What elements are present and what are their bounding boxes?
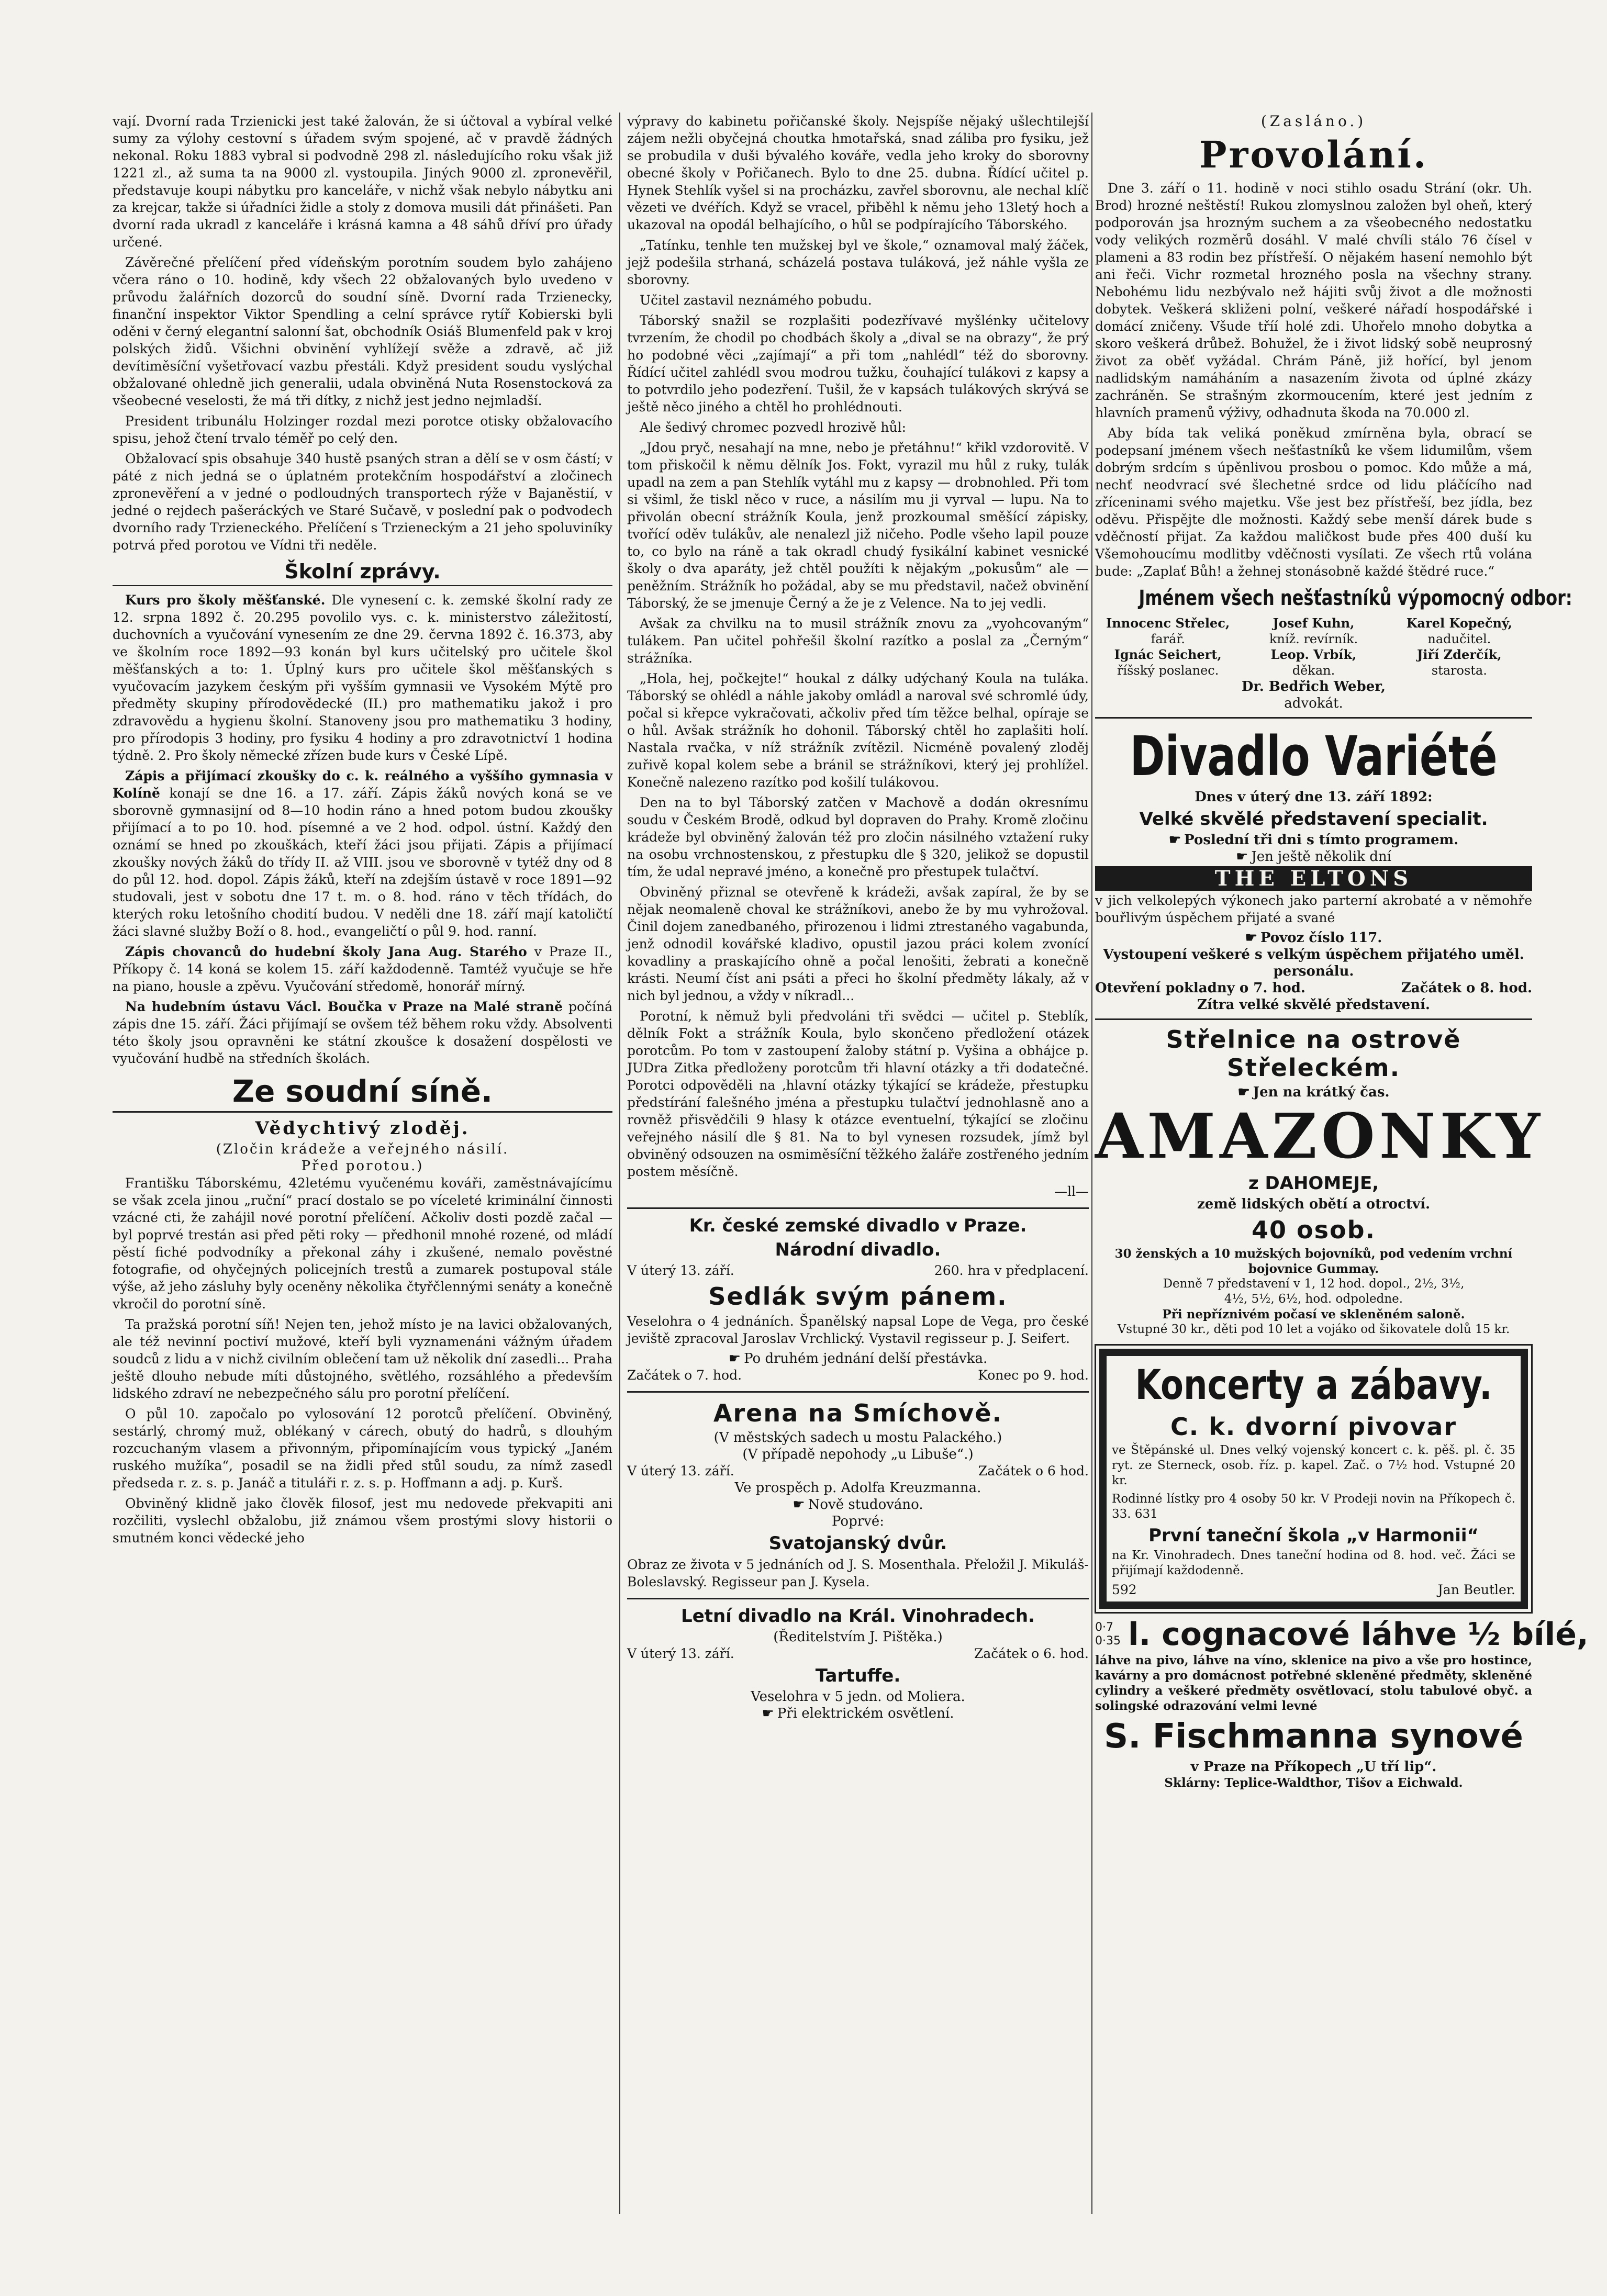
signer [1095,647,1241,678]
variete-last-days [1095,832,1532,848]
appeal-paragraph: Dne 3. září o 11. hodině v noci stihlo osadu Strání (okr. Uh. Brod) hrozné neštěstí! Rukou zlomyslnou založen byl oheň, který podporován jsa hrozným suchem a za všeobecného nedostatku vody velikých rozměrů dosáhl. V malé chvíli stálo 76 čísel v plameni a 83 rodin bez přístřeší. O nějakém hasení nemohlo být ani řeči. Vichr rozmetal hrozného posla na všechny strany. Nebohému lidu nezbývalo než hájiti svůj život a dle možnosti dobytek. Veškerá skliženi polní, veškeré nářadí hospodářské i domácí zničeny. Všude tříí holé zdi. Uhořelo mnoho dobytka a skoro veškerá drůbež. Bohužel, že i život lidský sobě neuprosný život za oběť vyžádal. Chrám Páně, již hořící, byl jenom nadlidským namáháním a nasazením života od úplné zkázy zachráněn. Se strašným zkormoucením, které jest jedním z hlavních pramenů výživy, odhadnuta škoda na 70.000 zl. [1095,181,1532,420]
theatre-location: (V městských sadech u mostu Palackého.) [713,1430,1002,1446]
variete-date: Dnes v úterý dne 13. září 1892: [1195,789,1433,805]
amazonky-description: 30 ženských a 10 mužských bojovníků, pod vedením vrchní bojovnice Gummay. [1114,1247,1513,1276]
ad-number: 631 [1134,1507,1158,1521]
cognac-sizes [1095,1621,1121,1648]
variete-few-days [1095,848,1532,865]
signer-name: Ignác Seichert, [1114,647,1222,662]
benefit-line: Ve prospěch p. Adolfa Kreuzmanna. [734,1480,981,1496]
news-item [113,943,612,995]
article-subtitle: Před porotou.) [301,1158,424,1174]
strelnice-short [1095,1084,1532,1101]
dance-school-footer [1112,1582,1515,1598]
brewery-name: C. k. dvorní pivovar [1170,1413,1457,1441]
signer [1241,615,1386,647]
signer-name: Innocenc Střelec, [1106,615,1230,631]
theatre-start: Začátek o 6 hod. [978,1463,1089,1479]
pointing-hand-icon: ☛ [1168,832,1181,848]
lawyer-role: advokát. [1284,696,1343,711]
variete-headline: Velké skvělé představení specialit. [1139,809,1488,830]
column-3 [1095,113,1589,2216]
signers-row [1095,647,1532,678]
article-paragraph: Obviněný klidně jako člověk filosof, jest mu nedovede překvapiti ani rozčiliti, vyslechl obžalobu, již známou všem prostými slovy historii o smutném konci vědecké jeho [113,1496,612,1545]
play-start: Začátek o 7. hod. [627,1368,742,1383]
cognac-title: l. cognacové láhve ½ bílé, [1128,1616,1589,1653]
dance-school-description: na Kr. Vinohradech. Dnes taneční hodina od 8. hod. več. Žáci se přijímají každodenně. [1112,1549,1515,1577]
play-end: Konec po 9. hod. [978,1368,1089,1383]
lawyer-name: Dr. Bedřich Weber, [1241,679,1386,695]
play-title: Svatojanský dvůr. [768,1533,947,1554]
theatre-listing [627,1598,1089,1722]
dance-school-signature: Jan Beutler. [1437,1582,1515,1597]
column-rule [1091,113,1092,2214]
sent-label: (Zasláno.) [1260,113,1367,130]
amazonky-count: 40 osob. [1251,1216,1376,1244]
cognac-description: láhve na pivo, láhve na víno, sklenice na pivo a vše pro hostince, kavárny a pro domácnost potřebné skleněné předměty, skleněné cylindry a veškeré předměty osvětlovací, stolu tabulové obyč. a solingské odrazování velmi levné [1095,1653,1532,1713]
article-paragraph: O půl 10. započalo po vylosování 12 porotců přelíčení. Obviněný, sestárlý, chromý muž, oblékaný v cárech, obutý do hadrů, s dlouhým rozcuchaným vlasem a přivonným, připomínajícím vous typický „Janém ruského mužíka“, posadil se na židli před stůl soudu, za nímž zasedl předseda r. z. s. p. Janáč a tituláři r. z. s. p. Hoffmann a adj. p. Kurš. [113,1406,612,1491]
firm-address: v Praze na Příkopech „U tří lip“. [1190,1759,1437,1775]
article-paragraph: Ta pražská porotní síň! Nejen ten, jehož místo je na lavici obžalovaných, ale též nevinní poctiví mužové, kteří byli vyznamenáni vážným úřadem soudců z lidu a v nichž civilním oblečení tam už několik dní zasedli... Praha ještě dlouho nebude míti důstojného, světlého, rozsáhlého a především lidského zdraví ne nebezpečného sálu pro porotní přelíčení. [113,1317,612,1401]
appeal-title: Provolání. [1199,133,1429,176]
play-description: Veselohra o 4 jednáních. Španělský napsal Lope de Vega, pro české jeviště zpracoval Jaroslav Vrchlický. Vystavil regisseur p. J. Seifert. [627,1314,1089,1346]
signer-name: Leop. Vrbík, [1270,647,1357,662]
theatre-location: (V případě nepohody „u Libuše“.) [742,1447,974,1462]
pointing-hand-icon: ☛ [793,1497,805,1513]
cognac-size: 0·7 [1095,1621,1113,1634]
play-note [627,1705,1089,1722]
theatre-date-row [627,1262,1089,1279]
article-paragraph: „Hola, hej, počkejte!“ houkal z dálky udýchaný Koula na tuláka. Táborský se ohlédl a náhle jakoby omládl a naroval své schromlé údy, počal si křepce vykračovati, ačkoliv před tím těžce belhal, opíraje se o hůl. Avšak strážník ho dohonil. Táborský chtěl ho zaplašiti holí. Nastala rvačka, v níž strážník zvítězil. Nicméně povalený zloděj zuřivě kopal kolem sebe a bránil se strážníkovi, který jej prohlížel. Konečně nalezeno razítko pod košilí tulákovou. [627,671,1089,790]
theatre-start: Začátek o 6. hod. [974,1646,1089,1661]
signers-row [1095,615,1532,647]
author-signature: —ll— [1054,1184,1089,1199]
theatre-perf: 260. hra v předplacení. [934,1263,1089,1278]
play-times [627,1367,1089,1384]
signer-role: farář. [1151,632,1185,646]
ad-number: 592 [1112,1582,1137,1597]
signer-role: děkan. [1292,663,1335,678]
cognac-size: 0·35 [1095,1634,1121,1648]
signer-name: Josef Kuhn, [1273,615,1355,631]
news-item-text: Dle vynesení c. k. zemské školní rady ze 12. srpna 1892 č. 20.295 povolilo vys. c. k. ministerstvo záležitostí, duchovních a vyučování vynesením ze dne 29. června 1892 č. 16.373, aby ve školním roce 1892—93 konán byl kurs učitelský pro učitele škol měšťanských a to: 1. Úplný kurs pro učitele škol měšťanských s vyučovacím jazykem českým při vyšším gymnasii ve Vysokém Mýtě pro předměty skupiny přírodovědecké (II.) pro mathematiku jakož i pro zdravovědu a hygienu školní. Stanoveny jsou pro mathematiku 3 hodiny, pro přírodopis 3 hodiny, pro fysiku 4 hodiny a pro zdravotnictví 1 hodina týdně. 2. Pro školy německé zřízen bude kurs v České Lípě. [113,592,612,763]
variete-description-2: Vystoupení veškeré s velkým úspěchem přijatého uměl. personálu. [1103,947,1524,979]
signer [1241,647,1386,678]
theatre-heading: Letní divadlo na Král. Vinohradech. [681,1606,1035,1627]
article-paragraph: Porotní, k němuž byli předvoláni tři svědci — učitel p. Steblík, dělník Fokt a strážník Koula, bylo skončeno předložení otázek porotcům. Po tom v zastoupení žaloby státní p. Vyšina a obhájce p. JUDra Zitka předloženy porotcům tři hlavní otázky a tři dodatečné. Porotci odpověděli na ‚hlavní otázky týkající se krádeže, přestupku předstírání falešného jména a přestupku tulačtví jednohlasně ano a rovněž přisvědčili 9 hlasy k otázce eventuelní, týkající se zločinu veřejného násilí dle § 81. Na to byl vynesen rozsudek, jímž byl obviněný odsouzen na osmiměsíční těžkého žaláře zostřeného jedním postem měsíčně. [627,1009,1089,1179]
variete-description: v jich velkolepých výkonech jako parterní akrobaté a v němohře bouřlivým úspěchem přijaté a svané [1095,893,1532,925]
committee-heading: Jménem všech nešťastníků výpomocný odbor: [1139,586,1572,610]
news-item-lead: Zápis a přijímací zkoušky do c. k. reálného a vyššího gymnasia v Kolíně [113,768,612,801]
signer [1387,647,1532,678]
theatre-subheading: Národní divadlo. [775,1239,941,1260]
news-item-lead: Kurs pro školy měšťanské. [125,592,326,608]
play-title: Tartuffe. [815,1665,901,1686]
divider [1095,717,1532,719]
signer [1387,615,1532,647]
article-paragraph: Obviněný přiznal se otevřeně k krádeži, avšak zapíral, že by se nějak neomaleně choval ke strážníkovi, anebo že by mu vyhrožoval. Činil dojem zanedbaného, přirozenou i lidmi ztrestaného vagabunda, jenž odnodil kovářské kladivo, opustil jazou práci kolem zvonící kovadliny a praskajícího ohně a počal lenošiti, žebrati a konečně krásti. Neumí číst ani psáti a přeci ho školní předměty lákaly, až v nich byl jednou, a vždy v níkradl... [627,884,1089,1003]
article-paragraph: Závěrečné přelíčení před vídeňským porotním soudem bylo zahájeno včera ráno o 10. hodině, kdy všech 22 obžalovaných bylo uvedeno v průvodu žalářních dozorců do soudní síně. Dvorní rada Trzienecky, finanční inspektor Viktor Spendling a celní správce rytíř Kobierski byli oděni v černý elegantní salonní šat, obchodník Osiáš Blumenfeld pak v kroj polských židů. Všichni obvinění vyhlížejí svěže a zdravě, ač již devítiměsíční vyšetřovací vazbu přestáli. Když president soudu vyslýchal obžalované ohledně jich generalii, udala obviněná Nuta Rosenstocková za všeobecné veselosti, že má tři dítky, z nichž jest jedno nejmladší. [113,255,612,408]
news-item [113,767,612,940]
theatre-listing [627,1391,1089,1591]
variete-last-days-text: Poslední tři dni s tímto programem. [1184,832,1459,848]
brewery-description-text: Rodinné lístky pro 4 osoby 50 kr. V Prodeji novin na Příkopech č. 33. [1112,1492,1515,1521]
column-rule [619,113,620,2214]
amazonky-entry: Vstupné 30 kr., děti pod 10 let a vojáko od šikovatele dolů 15 kr. [1117,1323,1510,1336]
theatre-date-row [627,1645,1089,1662]
variete-povoz-text: Povoz číslo 117. [1260,930,1382,946]
signer-role: nadučitel. [1427,632,1491,646]
article-paragraph: „Tatínku, tenhle ten mužskej byl ve škole,“ oznamoval malý žáček, jejž podešila strhaná, scházelá postava tuláková, jež náhle vyšla ze sborovny. [627,238,1089,287]
play-note-text: Při elektrickém osvětlení. [777,1706,954,1721]
play-description: Veselohra v 5 jedn. od Moliera. [751,1689,965,1705]
pointing-hand-icon: ☛ [1237,1084,1250,1100]
article-paragraph: výpravy do kabinetu pořičanské školy. Nejspíše nějaký ušlechtilejší zájem nežli obyčejná choutka hmotařská, snad záliba pro fysiku, jež se probudila v duši bývalého kováře, vedla jeho kroky do sborovny obecné školy v Pořičanech. Bylo to dne 25. dubna. Řídící učitel p. Hynek Stehlík vyšel si na procházku, zavřel sborovnu, ale nechal klíč vězeti ve dvéřích. Když se vracel, přiběhl k němu jeho 13letý hoch a ukazoval na opodál belhajícího, o hůl se podpírajícího Táborského. [627,114,1089,232]
theatre-heading: Arena na Smíchově. [713,1399,1003,1427]
amazonky-bad-weather: Při nepříznivém počasí ve skleněném saloně. [1162,1307,1465,1321]
article-paragraph: Obžalovací spis obsahuje 340 hustě psaných stran a dělí se v osm částí; v páté z nich jedná se o úplatném protekčním hospodářství a zločinech zpronevěření a v jedné o podloudných transportech rýže v Bajaněstií, v jedné o rejdech pašeráckých ve Staré Sučavě, v poslední pak o podvodech dvorního rady Trzieneckého. Přelíčení s Trzieneckým a 21 jeho spoluviníky potrvá před porotou ve Vídni tři neděle. [113,451,612,553]
brewery-description-2 [1112,1492,1515,1522]
koncerty-box [1099,1349,1528,1609]
signer-name: Karel Kopečný, [1406,615,1512,631]
play-description: Obraz ze života v 5 jednáních od J. S. Mosenthala. Přeložil J. Mikuláš-Boleslavský. Regisseur pan J. Kysela. [627,1557,1089,1589]
theatre-date: V úterý 13. září. [627,1646,734,1661]
article-paragraph: Učitel zastavil neznámého pobudu. [640,293,872,308]
play-note [627,1350,1089,1367]
pointing-hand-icon: ☛ [1245,930,1257,946]
signer-name: Jiří Zderčík, [1417,647,1502,662]
news-item [113,998,612,1067]
pointing-hand-icon: ☛ [1236,849,1248,865]
signer-role: říšský poslanec. [1117,663,1219,678]
article-subtitle: (Zločin krádeže a veřejného násilí. [216,1141,509,1157]
column-1 [113,113,612,2216]
firm-name: S. Fischmanna synové [1104,1717,1523,1756]
theatre-date-row [627,1463,1089,1480]
koncerty-title: Koncerty a zábavy. [1135,1362,1492,1409]
article-paragraph: Táborský snažil se rozplašiti podezřívavé myšlénky učitelovy tvrzením, že chodil po chodbách školy a „dival se na obrazy“, že prý ho podobné věci „zajímají“ a při tom „nahlédl“ též do sborovny. Řídící učitel zahlédl svou modrou tužku, čouhající tulákovi z kapsy a to potvrdilo jeho podezření. Tušil, že v kapsách tulákových skrývá se ještě něco jiného a chtěl ho prohlédnouti. [627,313,1089,415]
article-paragraph: „Jdou pryč, nesahají na mne, nebo je přetáhnu!“ křikl vzdorovitě. V tom přiskočil k němu dělník Jos. Fokt, vyrazil mu hůl z ruky, tulák upadl na zem a pan Stehlík vytáhl mu z kapsy — drobnohled. Při tom si všiml, že tiskl něco v ruce, a násilím mu ji vyrval — lupu. Na to přivolán obecní strážník Koula, jenž prozkoumal směšící zápisky, tvořící oděv tulákův, ale nenalezl již ničeho. Podle všeho lapil pouze to, co bylo na ráně a tak okradl chudý fysikální kabinet vesnické školy o dva aparáty, jež chtěl použíti k nějakým „pokusům“ ale — peněžním. Strážník ho požádal, aby se mu představil, načež obvinění Táborský, že se jmenuje Černý a že je z Velence. Na to jej vedli. [627,440,1089,611]
play-note [627,1496,1089,1513]
news-item-lead: Na hudebním ústavu Václ. Boučka v Praze na Malé straně [125,999,563,1014]
article-paragraph: Ale šedivý chromec pozvedl hrozivě hůl: [640,420,907,435]
article-paragraph: Den na to byl Táborský zatčen v Machově a dodán okresnímu soudu v Českém Brodě, odkud byl dopraven do Prahy. Kromě zločinu krádeže byl obviněný žalován též pro zločin násilného vztažení ruky na osobu vrchnostenskou, z přestupku dle § 320, jelikož se dopustil tím, že udal nepravé jméno, a konečně pro přestupek tulačtví. [627,795,1089,879]
pointing-hand-icon: ☛ [762,1706,774,1721]
variete-open: Otevření pokladny o 7. hod. [1095,980,1305,996]
amazonky-subtitle: země lidských obětí a otroctví. [1197,1196,1431,1212]
strelnice-heading: Střelnice na ostrově Střeleckém. [1166,1025,1461,1082]
article-paragraph: President tribunálu Holzinger rozdal mezi porotce otisky obžalovacího spisu, jehož čtení trvalo téměř po celý den. [113,413,612,446]
brewery-description: ve Štěpánské ul. Dnes velký vojenský koncert c. k. pěš. pl. č. 35 ryt. ze Sterneck, osob. říz. p. kapel. Zač. o 7½ hod. Vstupné 20 kr. [1112,1443,1515,1487]
news-item [113,591,612,764]
amazonky-daily: Denně 7 představení v 1, 12 hod. dopol., 2½, 3½, [1163,1277,1465,1291]
variete-tomorrow: Zítra velké skvělé představení. [1197,997,1430,1013]
divider [1095,1018,1532,1020]
cognac-headline [1095,1616,1589,1653]
article-paragraph: Avšak za chvilku na to musil strážník znovu za „vyohcovaným“ tulákem. Pan učitel pohřešil školní razítko a poslal za „Černým“ strážníka. [627,616,1089,666]
amazonky-title: AMAZONKY [1095,1100,1545,1172]
section-heading: Školní zprávy. [113,560,612,586]
amazonky-from: z DAHOMEJE, [1248,1173,1379,1194]
pointing-hand-icon: ☛ [728,1351,741,1367]
theatre-heading: Kr. české zemské divadlo v Praze. [689,1215,1027,1236]
variete-few-days-text: Jen ještě několik dní [1251,849,1391,865]
premiere-label: Poprvé: [831,1514,884,1529]
firm-glassworks: Sklárny: Teplice-Waldthor, Tišov a Eichwald. [1164,1776,1463,1790]
article-title: Vědychtivý zloděj. [255,1118,470,1139]
variete-title: Divadlo Variété [1130,724,1498,788]
theatre-date: V úterý 13. září. [627,1463,734,1479]
signer [1095,615,1241,647]
theatre-date: V úterý 13. září. [627,1263,734,1278]
article-paragraph: vají. Dvorní rada Trzienicki jest také žalován, že si účtoval a vybíral velké sumy za výlohy cestovní s úřadem svým spojené, ač v pravdě žádných nekonal. Roku 1883 vybral si podvodně 298 zl. následujícího roku však již 1221 zl., až suma ta na 9000 zl. vystoupila. Jiných 9000 zl. zpronevěřil, představuje koupi nábytku pro kanceláře, v nichž však nebylo nábytku ani za krejcar, takže si úřadníci židle a stoly z domova musili dát přinášeti. Pan dvorní rada ukradl z kanceláře i krásná kamna a 48 sáhů dříví pro úřady určené. [113,114,612,250]
variete-times [1095,980,1532,996]
play-note-text: Po druhém jednání delší přestávka. [744,1351,988,1367]
dance-school-title: První taneční škola „v Harmonii“ [1148,1525,1479,1546]
news-item-lead: Zápis chovanců do hudební školy Jana Aug. Starého [125,944,527,959]
column-2 [627,113,1089,2216]
variete-start: Začátek o 8. hod. [1401,980,1532,996]
news-item-text: konají se dne 16. a 17. září. Zápis žáků nových koná se ve sborovně gymnasijní od 8—10 hodin ráno a hned potom budou zkoušky přijímací a to po 10. hod. písemné a ve 2 hod. odpol. ústní. Každý den oznámí se hned po zkouškách, kteří žáci jsou přijati. Zápis a přijímací zkoušky nových žáků do třídy II. až VIII. jsou ve sborovně v tytéž dny od 8 do půl 12. hod. dopol. Zápis žáků, kteří na zdejším ústavě v roce 1891—92 studovali, jest v sobotu dne 17 t. m. o 8. hod. ráno v těch třídách, do kterých roku letošního chodití budou. V neděli dne 18. září mají katoličtí žáci slavné služby Boží o 8. hod., evangeličtí o půl 9. hod. ranní. [113,786,612,939]
news-item-text: počíná zápis dne 15. září. Žáci přijímají se ovšem též během roku vždy. Absolventi této školy jsou opravněni ke státní zkoušce k dosažení dospělosti ve vyučování hudbě na středních školách. [113,999,612,1066]
amazonky-times: 4½, 5½, 6½, hod. odpoledne. [1224,1292,1403,1306]
theatre-management: (Ředitelstvím J. Pištěka.) [773,1629,943,1645]
section-heading: Ze soudní síně. [113,1073,612,1113]
strelnice-short-text: Jen na krátký čas. [1253,1084,1390,1100]
play-title: Sedlák svým pánem. [708,1282,1008,1311]
article-paragraph: Františku Táborskému, 42letému vyučenému kováři, zaměstnávajícímu se však zcela jinou „ruční“ prací dostalo se po víceleté kriminální činnosti vzácné cti, že zahájil nové porotní přelíčení. Ačkoliv dosti pozdě začal — byl poprvé trestán asi před pěti roky — předhonil mnohé rozené, od mládí pěstí fiché podvodníky a překonal záhy i zkušené, nemalo pověstné fotografie, od ohyčejných policejních trestů a zumarek postupoval stále výše, až jeho zásluhy byly oceněny několika čtyřčlennými senáty a konečně vkročil do porotní síně. [113,1175,612,1312]
appeal-paragraph: Aby bída tak veliká poněkud zmírněna byla, obrací se podepsaní jménem všech nešťastníků ke všem lidumilům, všem dobrým srdcím s úpěnlivou prosbou o pomoc. Kdo může a má, nechť neodvrací své šlechetné srdce od lidu pláčícího nad zříceninami svého majetku. Vše jest bez přístřeší, bez jídla, bez oděvu. Přispějte dle možnosti. Každý sebe menší dárek bude s vděčností přijat. Za každou maličkost bude přes 400 duší ku Všemohoucímu modlitby vděčnosti vysílati. Ze všech rtů volána bude: „Zaplať Bůh! a žehnej stonásobně každé štědré ruce.“ [1095,425,1532,579]
variete-povoz [1095,929,1532,946]
troupe-name: THE ELTONS [1095,866,1532,891]
signer-role: kníž. revírník. [1269,632,1358,646]
play-note-text: Nově studováno. [808,1497,923,1513]
theatre-listing [627,1207,1089,1384]
news-item-text: v Praze II., Příkopy č. 14 koná se kolem 15. září každodenně. Tamtéž vyučuje se hře na piano, housle a zpěvu. Vyučování středomě, honorář mírný. [113,944,612,994]
signer-role: starosta. [1431,663,1487,678]
